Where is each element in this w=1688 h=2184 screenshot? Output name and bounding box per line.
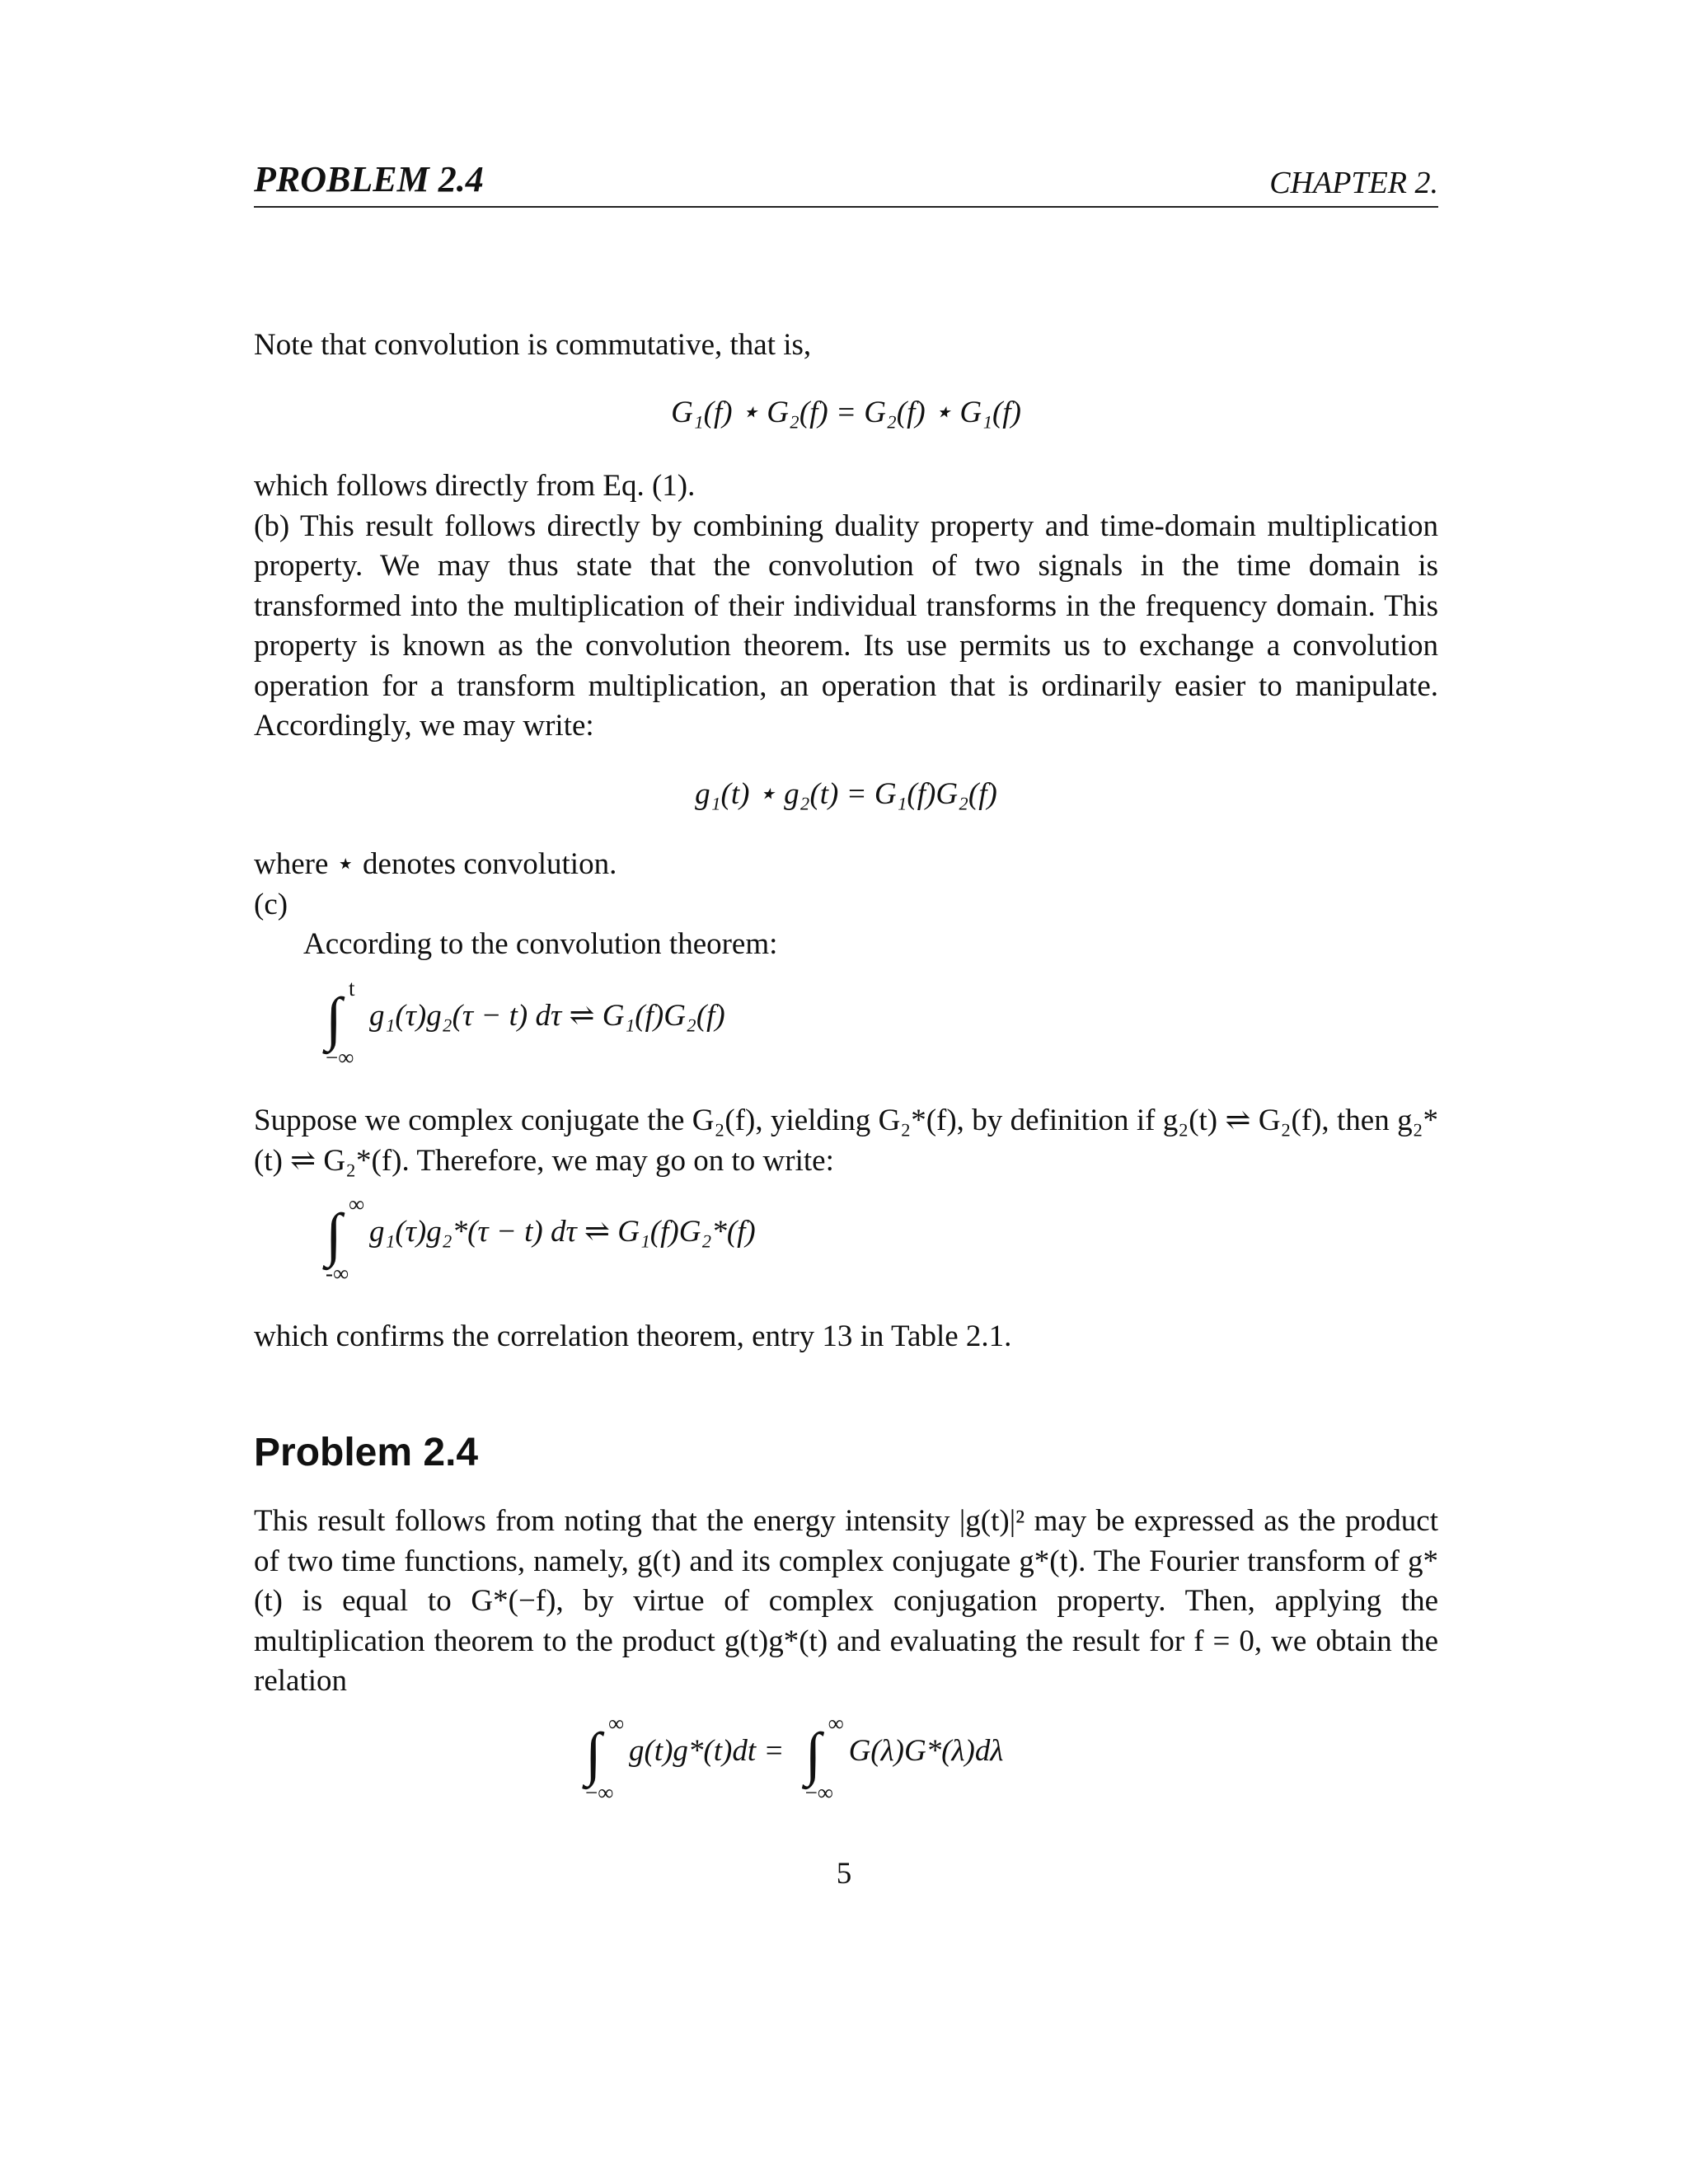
header-chapter: CHAPTER 2.: [1269, 166, 1438, 200]
paragraph-correlation-confirm: which confirms the correlation theorem, entry 13 in Table 2.1.: [254, 1319, 1012, 1353]
paragraph-energy-intensity: This result follows from noting that the energy intensity |g(t)|² may be expressed as the product of two time functions, namely, g(t) and its complex conjugate g*(t). The Fourier transform of g*(t) is equal to G*(−f), by virtue of complex conjugation property. Then, applying the multiplication theorem to the product g(t)g*(t) and evaluating the result for f = 0, we obtain the relation: [254, 1504, 1438, 1698]
part-c-label: (c): [254, 887, 288, 921]
equation-parseval: ∫ ∞ −∞ g(t)g*(t)dt = ∫ ∞ −∞ G(λ)G*(λ)dλ: [585, 1711, 1004, 1805]
page-number: 5: [836, 1857, 852, 1891]
paragraph-complex-conjugate: Suppose we complex conjugate the G₂(f), yielding G₂*(f), by definition if g₂(t) ⇌ G₂(f), then g₂*(t) ⇌ G₂*(f). Therefore, we may go on to write:: [254, 1104, 1438, 1178]
paragraph-part-b: [254, 466, 1438, 747]
paragraph-commutative: Note that convolution is commutative, that is,: [254, 328, 812, 362]
integral-sign: ∫ ∞ −∞: [804, 1711, 844, 1805]
paragraph-convolution-theorem: (b) This result follows directly by combining duality property and time-domain multiplication property. We may thus state that the convolution of two signals in the time domain is transformed into the multiplication of their individual transforms in the frequency domain. This property is known as the convolution theorem. Its use permits us to exchange a convolution operation for a transform multiplication, an operation that is ordinarily easier to manipulate. Accordingly, we may write:: [254, 509, 1438, 743]
integral-sign: ∫ t −∞: [326, 976, 355, 1070]
paragraph-eq-reference: which follows directly from Eq. (1).: [254, 469, 696, 503]
equation-convolution-theorem: g₁(t) ⋆ g₂(t) = G₁(f)G₂(f): [695, 777, 997, 811]
page-header: [254, 157, 1438, 208]
section-heading: Problem 2.4: [254, 1431, 479, 1474]
header-section-title: PROBLEM 2.4: [254, 159, 484, 199]
equation-integral-convolution: ∫ t −∞ g₁(τ)g₂(τ − t) dτ ⇌ G₁(f)G₂(f): [326, 976, 725, 1070]
paragraph-part-c: [254, 845, 1438, 965]
paragraph-where-denotes: where ⋆ denotes convolution.: [254, 847, 617, 881]
paragraph-according-to: According to the convolution theorem:: [303, 927, 778, 961]
equation-integral-correlation: ∫ ∞ -∞ g₁(τ)g₂*(τ − t) dτ ⇌ G₁(f)G₂*(f): [326, 1192, 756, 1286]
integral-sign: ∫ ∞ -∞: [326, 1192, 365, 1286]
equation-commutative: G₁(f) ⋆ G₂(f) = G₂(f) ⋆ G₁(f): [671, 396, 1021, 429]
integral-sign: ∫ ∞ −∞: [585, 1711, 625, 1805]
